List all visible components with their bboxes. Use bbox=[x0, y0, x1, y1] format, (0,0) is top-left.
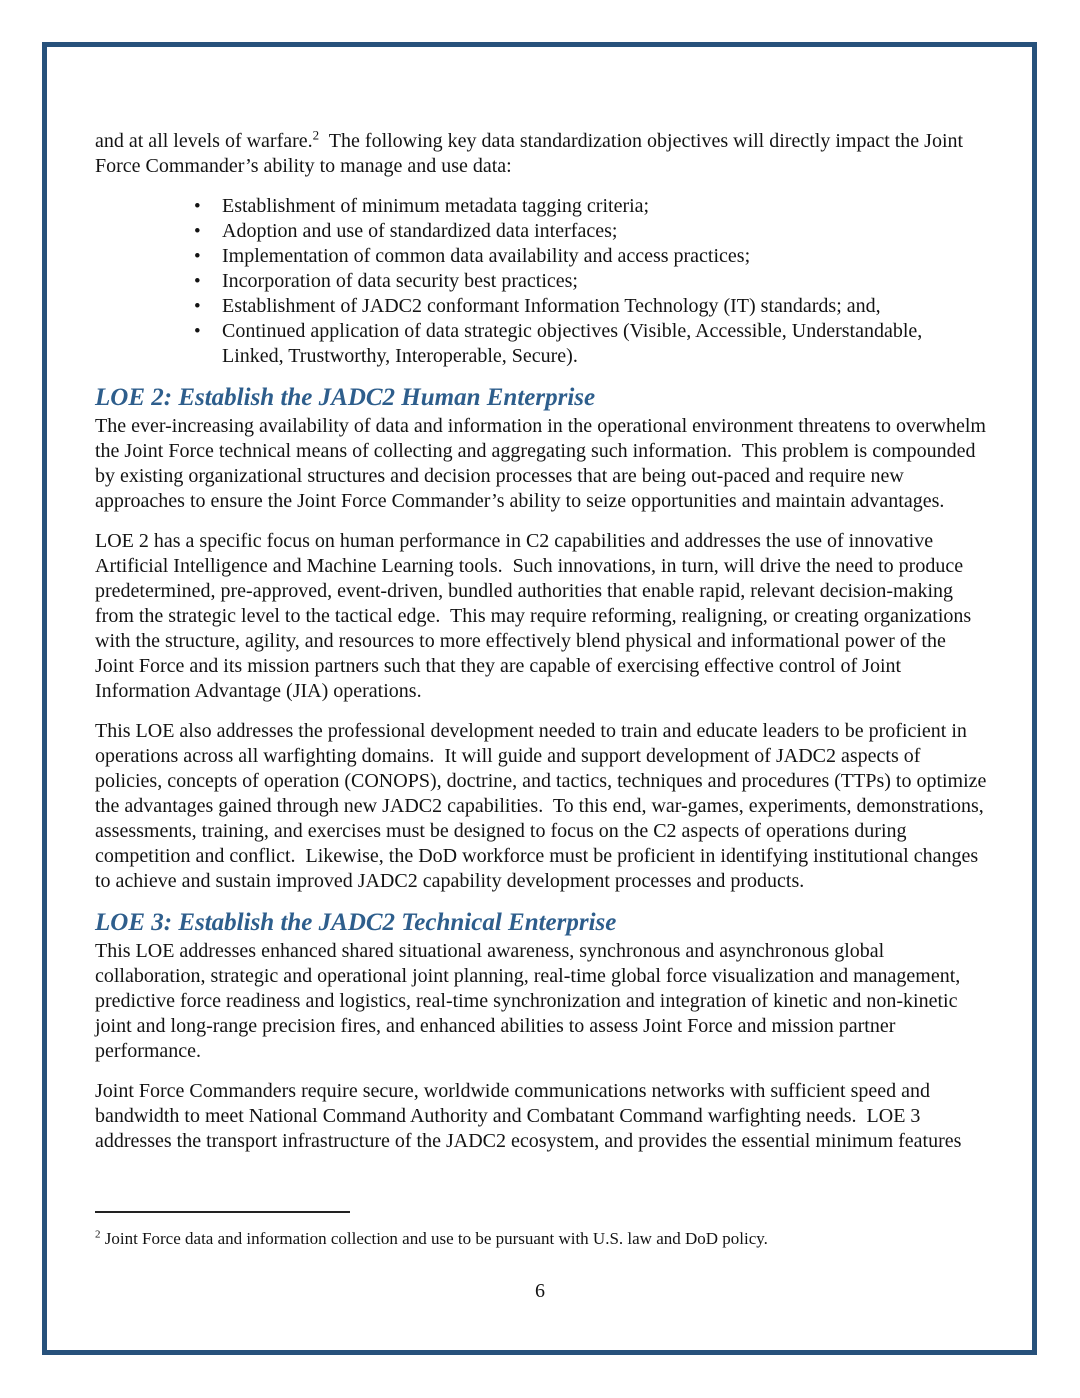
footnote-number-marker: 2 bbox=[95, 1228, 101, 1241]
loe3-paragraph-2: Joint Force Commanders require secure, worldwide communications networks with sufficient speed and bandwidth to meet National Command Authority and Combatant Command warfighting needs. LOE 3 addresses the transport infrastructure of the JADC2 ecosystem, and provides the essential minimum features bbox=[95, 1080, 962, 1152]
bullet-item: • Continued application of data strategic objectives (Visible, Accessible, Understandable, Linked, Trustworthy, Interoperable, Secure). bbox=[222, 319, 987, 369]
section-heading-loe2: LOE 2: Establish the JADC2 Human Enterprise bbox=[95, 384, 596, 411]
loe3-paragraph-1: This LOE addresses enhanced shared situational awareness, synchronous and asynchronous global collaboration, strategic and operational joint planning, real-time global force visualization and management, predictive force readiness and logistics, real-time synchronization and integration of kinetic and non-kinetic joint and long-range precision fires, and enhanced abilities to assess Joint Force and mission partner performance. bbox=[95, 940, 966, 1062]
bullet-item: • Establishment of JADC2 conformant Information Technology (IT) standards; and, bbox=[222, 294, 987, 319]
intro-text-before-footnote-ref: and at all levels of warfare. bbox=[95, 130, 313, 152]
bullet-item: • Adoption and use of standardized data interfaces; bbox=[222, 219, 987, 244]
bullet-item: • Implementation of common data availability and access practices; bbox=[222, 244, 987, 269]
page-number: 6 bbox=[535, 1280, 545, 1302]
footnote-reference-marker: 2 bbox=[312, 127, 320, 143]
loe2-paragraph-3: This LOE also addresses the professional development needed to train and educate leaders to be proficient in operations across all warfighting domains. It will guide and support development of JADC2 aspects of policies, concepts of operation (CONOPS), doctrine, and tactics, techniques and procedures (TTPs) to optimize the advantages gained through new JADC2 capabilities. To this end, war-games, experiments, demonstrations, assessments, training, and exercises must be designed to focus on the C2 aspects of operations during competition and conflict. Likewise, the DoD workforce must be proficient in identifying institutional changes to achieve and sustain improved JADC2 capability development processes and products. bbox=[95, 720, 992, 892]
footnote-text bbox=[95, 1228, 987, 1249]
intro-text-after-footnote-ref: The following key data standardization objectives will directly impact the Joint Force Commander’s ability to manage and use data: bbox=[95, 130, 969, 177]
section-heading-loe3: LOE 3: Establish the JADC2 Technical Enterprise bbox=[95, 909, 617, 936]
page-content bbox=[95, 127, 992, 1169]
footnote-area bbox=[95, 1211, 987, 1249]
bullet-item: • Incorporation of data security best practices; bbox=[222, 269, 987, 294]
intro-paragraph bbox=[95, 129, 987, 179]
data-objectives-bullet-list bbox=[95, 194, 987, 369]
loe2-paragraph-1: The ever-increasing availability of data and information in the operational environment threatens to overwhelm the Joint Force technical means of collecting and aggregating such information. This problem is compounded by existing organizational structures and decision processes that are being out-paced and require new approaches to ensure the Joint Force Commander’s ability to seize opportunities and maintain advantages. bbox=[95, 415, 991, 512]
footnote-body: Joint Force data and information collection and use to be pursuant with U.S. law and DoD policy. bbox=[100, 1229, 768, 1248]
footnote-separator-line bbox=[95, 1211, 350, 1213]
bullet-item: • Establishment of minimum metadata tagging criteria; bbox=[222, 194, 987, 219]
loe2-paragraph-2: LOE 2 has a specific focus on human performance in C2 capabilities and addresses the use of innovative Artificial Intelligence and Machine Learning tools. Such innovations, in turn, will drive the need to produce predetermined, pre-approved, event-driven, bundled authorities that enable rapid, relevant decision-making from the strategic level to the tactical edge. This may require reforming, realigning, or creating organizations with the structure, agility, and resources to more effectively blend physical and informational power of the Joint Force and its mission partners such that they are capable of exercising effective control of Joint Information Advantage (JIA) operations. bbox=[95, 530, 977, 702]
